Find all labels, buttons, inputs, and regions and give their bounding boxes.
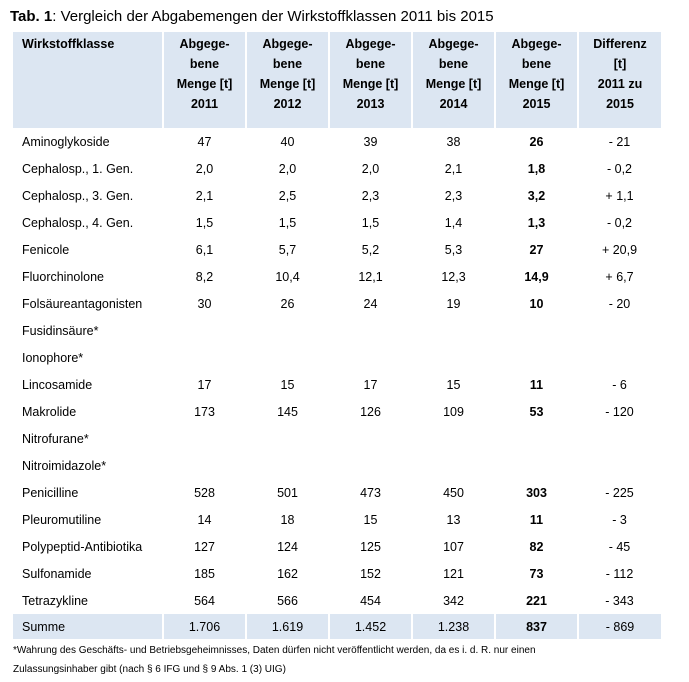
table-cell: 11 [529, 512, 544, 527]
table-cell: 185 [194, 566, 215, 581]
table-body [13, 128, 661, 639]
table-cell: 12,3 [441, 269, 466, 284]
table-cell: 121 [443, 566, 464, 581]
table-row [13, 209, 661, 236]
table-row [13, 479, 661, 506]
table-row [13, 128, 661, 155]
column-header-2 [246, 32, 329, 128]
table-cell: 10 [529, 296, 544, 311]
table-cell [412, 317, 495, 344]
table-cell [495, 425, 578, 452]
table-cell [329, 317, 412, 344]
row-label: Cephalosp., 4. Gen. [22, 215, 134, 230]
column-header-line: Abgege- [262, 37, 313, 51]
sum-cell: 1.619 [246, 614, 329, 639]
column-header-5 [495, 32, 578, 128]
table-cell [578, 425, 661, 452]
table-cell [329, 344, 412, 371]
table-cell: - 45 [608, 539, 631, 554]
column-header-line: Menge [t] [425, 77, 482, 91]
table-cell: 109 [443, 404, 464, 419]
table-cell: 566 [277, 593, 298, 608]
table-cell: 17 [363, 377, 378, 392]
table-cell: 5,3 [444, 242, 463, 257]
table-cell: 12,1 [358, 269, 383, 284]
table-cell: 47 [197, 134, 212, 149]
table-cell: 30 [197, 296, 212, 311]
row-label: Fusidinsäure* [22, 323, 99, 338]
table-cell: 126 [360, 404, 381, 419]
table-cell: 73 [529, 566, 544, 581]
row-label: Polypeptid-Antibiotika [22, 539, 143, 554]
table-cell: 564 [194, 593, 215, 608]
table-title-text: : Vergleich der Abgabemengen der Wirkstoffklassen 2011 bis 2015 [52, 8, 494, 25]
row-label: Cephalosp., 1. Gen. [22, 161, 134, 176]
table-row [13, 560, 661, 587]
row-label: Pleuromutiline [22, 512, 102, 527]
table-cell [495, 344, 578, 371]
row-label: Sulfonamide [22, 566, 92, 581]
table-cell: 11 [529, 377, 544, 392]
table-cell: 501 [277, 485, 298, 500]
table-cell: - 120 [605, 404, 634, 419]
table-row [13, 533, 661, 560]
table-cell: 145 [277, 404, 298, 419]
sum-label: Summe [13, 614, 163, 639]
table-cell: 39 [363, 134, 378, 149]
table-cell: 162 [277, 566, 298, 581]
table-cell: 107 [443, 539, 464, 554]
column-header-4 [412, 32, 495, 128]
table-cell: 13 [446, 512, 461, 527]
table-cell: 173 [194, 404, 215, 419]
column-header-line: Menge [t] [176, 77, 233, 91]
table-cell: 38 [446, 134, 461, 149]
row-label: Fenicole [22, 242, 70, 257]
column-header-3 [329, 32, 412, 128]
table-cell [163, 452, 246, 479]
column-header-line: bene [189, 57, 220, 71]
row-label: Folsäureantagonisten [22, 296, 143, 311]
table-cell [246, 452, 329, 479]
table-cell [412, 344, 495, 371]
column-header-6 [578, 32, 661, 128]
table-cell: 3,2 [527, 188, 546, 203]
table-cell: 124 [277, 539, 298, 554]
table-cell: 454 [360, 593, 381, 608]
column-header-line: Menge [t] [259, 77, 316, 91]
table-cell [163, 317, 246, 344]
table-cell: - 0,2 [606, 215, 632, 230]
table-row [13, 236, 661, 263]
table-cell: 2,3 [361, 188, 380, 203]
table-cell: 127 [194, 539, 215, 554]
row-label: Penicilline [22, 485, 79, 500]
table-cell: 10,4 [275, 269, 300, 284]
table-row [13, 182, 661, 209]
table-cell: 2,0 [195, 161, 214, 176]
column-header-line: 2015 [522, 97, 551, 111]
table-row [13, 506, 661, 533]
column-header-0 [13, 32, 163, 128]
column-header-line: 2011 [190, 97, 219, 111]
column-header-line: Abgege- [511, 37, 562, 51]
table-cell: 2,1 [195, 188, 214, 203]
column-header-line: 2012 [273, 97, 302, 111]
column-header-line: bene [521, 57, 552, 71]
sum-cell: 1.706 [163, 614, 246, 639]
table-row [13, 263, 661, 290]
table-cell: 24 [363, 296, 378, 311]
table-cell: 1,4 [444, 215, 463, 230]
table-row [13, 290, 661, 317]
column-header-line: 2013 [356, 97, 385, 111]
table-cell: 5,2 [361, 242, 380, 257]
column-header-line: Wirkstoffklasse [22, 37, 115, 51]
table-row [13, 587, 661, 614]
table-cell: 15 [280, 377, 295, 392]
table-cell: 528 [194, 485, 215, 500]
column-header-line: Menge [t] [508, 77, 565, 91]
column-header-line: bene [355, 57, 386, 71]
column-header-line: Abgege- [179, 37, 230, 51]
column-header-line: 2014 [439, 97, 468, 111]
row-label: Aminoglykoside [22, 134, 110, 149]
table-cell: 473 [360, 485, 381, 500]
footnote-line-1: *Wahrung des Geschäfts- und Betriebsgeheimnisses, Daten dürfen nicht veröffentlicht werden, da es i. d. R. nur einen [13, 645, 536, 656]
sum-cell: 1.452 [329, 614, 412, 639]
table-row [13, 371, 661, 398]
row-label: Ionophore* [22, 350, 84, 365]
table-cell [246, 344, 329, 371]
table-cell: 40 [280, 134, 295, 149]
table-cell: - 6 [612, 377, 627, 392]
sum-row [13, 614, 661, 639]
table-cell [495, 452, 578, 479]
table-row [13, 425, 661, 452]
table-cell: - 112 [605, 566, 634, 581]
table-cell: - 21 [608, 134, 631, 149]
table-row [13, 317, 661, 344]
table-cell: 26 [280, 296, 295, 311]
table-title [10, 8, 494, 26]
table-cell: + 6,7 [605, 269, 634, 284]
table-cell: 2,1 [444, 161, 463, 176]
table-cell [163, 425, 246, 452]
table-cell: 152 [360, 566, 381, 581]
table-cell: 19 [446, 296, 461, 311]
row-label: Nitrofurane* [22, 431, 89, 446]
column-header-line: bene [272, 57, 303, 71]
column-header-1 [163, 32, 246, 128]
table-cell [412, 452, 495, 479]
table-cell: 1,5 [195, 215, 214, 230]
column-header-line: Differenz [593, 37, 647, 51]
row-label: Tetrazykline [22, 593, 88, 608]
table-cell: 17 [197, 377, 212, 392]
sum-cell: 1.238 [412, 614, 495, 639]
table-cell [329, 425, 412, 452]
sum-cell: 837 [495, 614, 578, 639]
table-cell: 14 [197, 512, 212, 527]
table-cell: 450 [443, 485, 464, 500]
row-label: Lincosamide [22, 377, 93, 392]
row-label: Makrolide [22, 404, 77, 419]
table-cell [578, 452, 661, 479]
header-row [13, 32, 661, 128]
table-cell: 1,3 [527, 215, 546, 230]
column-header-line: Menge [t] [342, 77, 399, 91]
data-table [13, 32, 661, 639]
table-cell: 18 [280, 512, 295, 527]
table-cell: 125 [360, 539, 381, 554]
table-cell: 6,1 [195, 242, 214, 257]
table-cell: + 1,1 [605, 188, 634, 203]
table-cell: 1,5 [278, 215, 297, 230]
table-cell: 1,5 [361, 215, 380, 230]
table-cell: - 0,2 [606, 161, 632, 176]
table-row [13, 452, 661, 479]
column-header-line: [t] [613, 57, 627, 71]
table-row [13, 344, 661, 371]
table-cell [578, 317, 661, 344]
table-cell [163, 344, 246, 371]
row-label: Cephalosp., 3. Gen. [22, 188, 134, 203]
table-cell [412, 425, 495, 452]
table-cell [246, 425, 329, 452]
table-cell: 342 [443, 593, 464, 608]
table-header [13, 32, 661, 128]
table-cell: 8,2 [195, 269, 214, 284]
footnote [13, 641, 673, 679]
table-cell: 2,0 [278, 161, 297, 176]
table-cell: 15 [446, 377, 461, 392]
table-cell [329, 452, 412, 479]
table-cell [495, 317, 578, 344]
table-cell: 15 [363, 512, 378, 527]
table-cell: 53 [529, 404, 544, 419]
table-cell: 303 [526, 485, 547, 500]
column-header-line: Abgege- [428, 37, 479, 51]
table-cell: 2,0 [361, 161, 380, 176]
sum-cell: - 869 [605, 619, 635, 634]
table-cell: 82 [529, 539, 544, 554]
column-header-line: bene [438, 57, 469, 71]
row-label: Fluorchinolone [22, 269, 104, 284]
table-cell: + 20,9 [601, 242, 638, 257]
table-cell: - 3 [612, 512, 627, 527]
table-cell: 14,9 [524, 269, 549, 284]
table-cell: 27 [529, 242, 544, 257]
table-cell: 2,5 [278, 188, 297, 203]
table-cell: 1,8 [527, 161, 546, 176]
table-cell: 221 [526, 593, 547, 608]
column-header-line: 2015 [606, 97, 634, 111]
table-title-label: Tab. 1 [10, 8, 53, 25]
table-cell: - 225 [605, 485, 634, 500]
table-cell: 2,3 [444, 188, 463, 203]
table-cell [578, 344, 661, 371]
footnote-line-2: Zulassungsinhaber gibt (nach § 6 IFG und § 9 Abs. 1 (3) UIG) [13, 664, 286, 675]
row-label: Nitroimidazole* [22, 458, 107, 473]
table-cell: 26 [529, 134, 544, 149]
table-cell [246, 317, 329, 344]
column-header-line: Abgege- [345, 37, 396, 51]
column-header-line: 2011 zu [597, 77, 643, 91]
table-row [13, 398, 661, 425]
table-row [13, 155, 661, 182]
table-cell: - 20 [608, 296, 631, 311]
table-cell: - 343 [605, 593, 634, 608]
table-cell: 5,7 [278, 242, 297, 257]
